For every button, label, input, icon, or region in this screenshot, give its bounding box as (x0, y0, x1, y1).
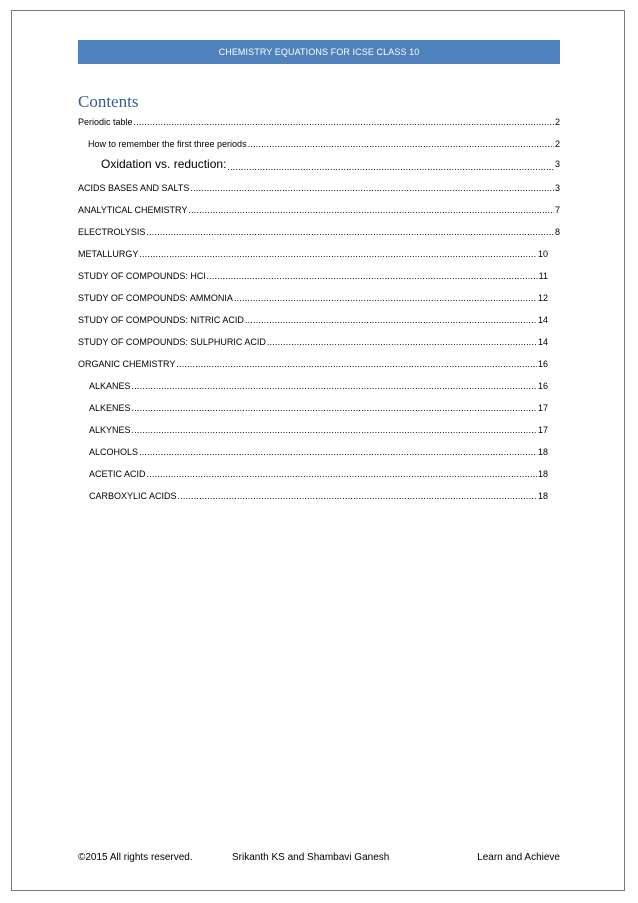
toc-leader (132, 380, 537, 392)
toc-label: ORGANIC CHEMISTRY (78, 359, 176, 369)
toc-leader (227, 160, 554, 172)
toc-page-number: 10 (537, 249, 548, 259)
toc-entry-electrolysis[interactable] (78, 226, 560, 238)
toc-label: How to remember the first three periods (88, 139, 247, 149)
toc-label: STUDY OF COMPOUNDS: SULPHURIC ACID (78, 337, 266, 347)
toc-label: ALCOHOLS (89, 447, 139, 457)
toc-entry-alkynes[interactable] (89, 424, 548, 436)
toc-leader (147, 468, 537, 480)
toc-entry-alkanes[interactable] (89, 380, 548, 392)
toc-entry-compounds-nitric-acid[interactable] (78, 314, 548, 326)
toc-leader (139, 446, 537, 458)
toc-leader (132, 402, 537, 414)
toc-label: ALKENES (89, 403, 131, 413)
toc-label: STUDY OF COMPOUNDS: AMMONIA (78, 293, 233, 303)
toc-page-number: 3 (554, 159, 560, 169)
toc-leader (176, 358, 537, 370)
header-banner (78, 40, 560, 64)
toc-page-number: 14 (537, 337, 548, 347)
toc-page-number: 16 (537, 381, 548, 391)
toc-label: STUDY OF COMPOUNDS: NITRIC ACID (78, 315, 244, 325)
toc-entry-alcohols[interactable] (89, 446, 548, 458)
toc-page-number: 8 (554, 227, 560, 237)
toc-page-number: 18 (537, 447, 548, 457)
toc-entry-compounds-ammonia[interactable] (78, 292, 548, 304)
toc-page-number: 17 (537, 403, 548, 413)
toc-leader (245, 314, 537, 326)
toc-label: ELECTROLYSIS (78, 227, 146, 237)
toc-entry-compounds-sulphuric-acid[interactable] (78, 336, 548, 348)
toc-label: ALKANES (89, 381, 131, 391)
toc-leader (134, 116, 554, 128)
toc-leader (146, 226, 554, 238)
toc-entry-periodic-table[interactable] (78, 116, 560, 128)
toc-page-number: 18 (537, 469, 548, 479)
toc-leader (234, 292, 537, 304)
toc-label: ANALYTICAL CHEMISTRY (78, 205, 188, 215)
toc-leader (190, 182, 554, 194)
footer-tagline: Learn and Achieve (477, 852, 560, 863)
toc-label: METALLURGY (78, 249, 139, 259)
page-footer (78, 852, 560, 866)
toc-entry-carboxylic-acids[interactable] (89, 490, 548, 502)
toc-entry-organic-chemistry[interactable] (78, 358, 548, 370)
toc-leader (188, 204, 554, 216)
header-banner-text: CHEMISTRY EQUATIONS FOR ICSE CLASS 10 (218, 47, 420, 57)
toc-page-number: 11 (538, 271, 548, 281)
toc-page-number: 14 (537, 315, 548, 325)
toc-leader (178, 490, 537, 502)
toc-leader (206, 270, 537, 282)
toc-label: ACETIC ACID (89, 469, 146, 479)
toc-leader (267, 336, 537, 348)
toc-page-number: 16 (537, 359, 548, 369)
toc-page-number: 2 (554, 139, 560, 149)
footer-copyright: ©2015 All rights reserved. (78, 852, 193, 863)
toc-entry-metallurgy[interactable] (78, 248, 548, 260)
toc-leader (248, 138, 554, 150)
toc-entry-acetic-acid[interactable] (89, 468, 548, 480)
toc-page-number: 12 (537, 293, 548, 303)
toc-entry-oxidation-reduction[interactable] (101, 157, 560, 172)
toc-page-number: 2 (554, 117, 560, 127)
toc-page-number: 17 (537, 425, 548, 435)
footer-authors: Srikanth KS and Shambavi Ganesh (232, 852, 390, 863)
toc-page-number: 18 (537, 491, 548, 501)
toc-label: Periodic table (78, 117, 133, 127)
toc-leader (139, 248, 537, 260)
toc-page-number: 3 (554, 183, 560, 193)
toc-leader (132, 424, 537, 436)
toc-label: STUDY OF COMPOUNDS: HCl (78, 271, 206, 281)
toc-label: CARBOXYLIC ACIDS (89, 491, 177, 501)
toc-label: ALKYNES (89, 425, 131, 435)
toc-entry-acids-bases-salts[interactable] (78, 182, 560, 194)
toc-entry-alkenes[interactable] (89, 402, 548, 414)
toc-entry-compounds-hcl[interactable] (78, 270, 548, 282)
toc-entry-analytical-chemistry[interactable] (78, 204, 560, 216)
toc-page-number: 7 (554, 205, 560, 215)
toc-label: Oxidation vs. reduction: (101, 157, 227, 171)
contents-title: Contents (78, 92, 139, 111)
toc-entry-first-three-periods[interactable] (88, 138, 560, 150)
toc-label: ACIDS BASES AND SALTS (78, 183, 190, 193)
